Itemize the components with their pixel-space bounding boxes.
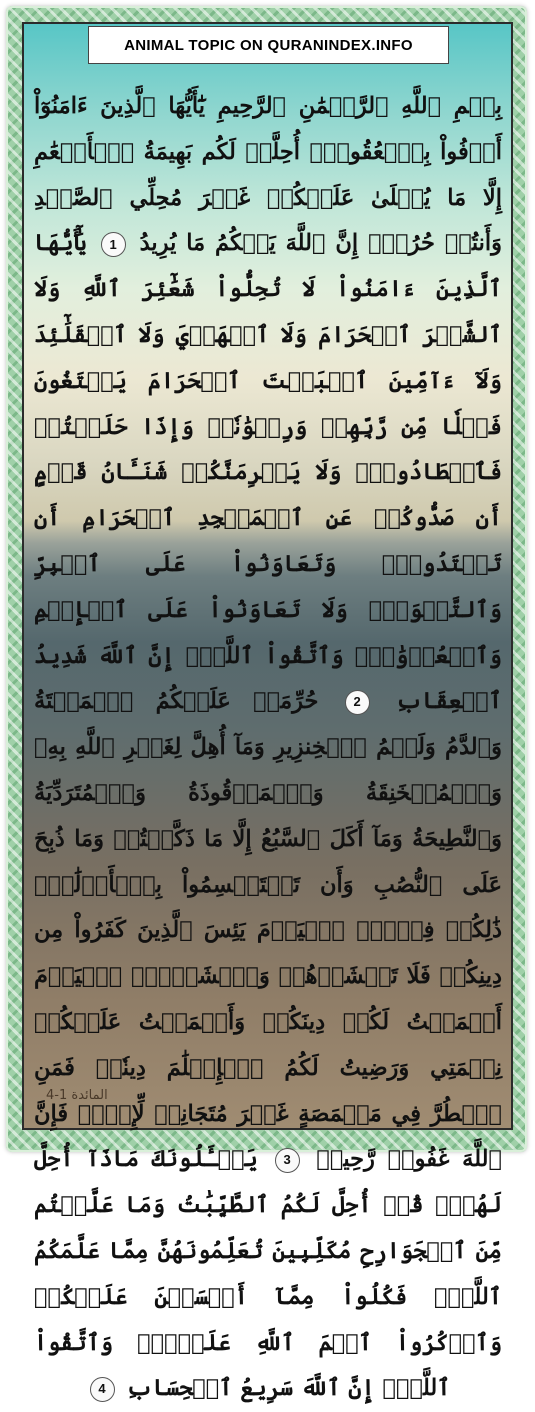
surah-reference: المائدة 1-4 [46,1088,108,1103]
page-title-text: ANIMAL TOPIC ON QURANINDEX.INFO [124,36,413,54]
page-title [88,26,449,64]
verse-text: يَٰٓأَيُّهَا ٱلَّذِينَ ءَامَنُواْ لَا تُحِلُّواْ شَعَٰٓئِرَ ٱللَّهِ وَلَا ٱلشَّهۡرَ ٱلۡحَرَامَ وَلَا ٱلۡهَدۡيَ وَلَا ٱلۡقَلَٰٓئِدَ وَلَآ ءَآمِّينَ ٱلۡبَيۡتَ ٱلۡحَرَامَ يَبۡتَغُونَ فَضۡلٗا مِّن رَّبِّهِمۡ وَرِضۡوَٰنٗاۚ وَإِذَا حَلَلۡتُمۡ فَٱصۡطَادُواْۚ وَلَا يَجۡرِمَنَّكُمۡ شَنَـَٔانُ قَوۡمٍ أَن صَدُّوكُمۡ عَنِ ٱلۡمَسۡجِدِ ٱلۡحَرَامِ أَن تَعۡتَدُواْۘ وَتَعَاوَنُواْ عَلَى ٱلۡبِرِّ وَٱلتَّقۡوَىٰۖ وَلَا تَعَاوَنُواْ عَلَى ٱلۡإِثۡمِ وَٱلۡعُدۡوَٰنِۚ وَٱتَّقُواْ ٱللَّهَۖ إِنَّ ٱللَّهَ شَدِيدُ ٱلۡعِقَابِ [34,230,502,715]
verse-number-marker: 1 [101,232,126,257]
verse-number-marker: 4 [90,1377,115,1402]
verse-text: بِسۡمِ ٱللَّهِ ٱلرَّحۡمَٰنِ ٱلرَّحِيمِ يَٰٓأَيُّهَا ٱلَّذِينَ ءَامَنُوٓاْ أَوۡفُواْ بِٱلۡعُقُودِۚ أُحِلَّتۡ لَكُم بَهِيمَةُ ٱلۡأَنۡعَٰمِ إِلَّا مَا يُتۡلَىٰ عَلَيۡكُمۡ غَيۡرَ مُحِلِّي ٱلصَّيۡدِ وَأَنتُمۡ حُرُمٌۗ إِنَّ ٱللَّهَ يَحۡكُمُ مَا يُرِيدُ [34,93,502,257]
verse-number-marker: 2 [345,690,370,715]
verse-text-block [34,84,502,1412]
verse-text: حُرِّمَتۡ عَلَيۡكُمُ ٱلۡمَيۡتَةُ وَٱلدَّمُ وَلَحۡمُ ٱلۡخِنزِيرِ وَمَآ أُهِلَّ لِغَيۡرِ ٱللَّهِ بِهِۦ وَٱلۡمُنۡخَنِقَةُ وَٱلۡمَوۡقُوذَةُ وَٱلۡمُتَرَدِّيَةُ وَٱلنَّطِيحَةُ وَمَآ أَكَلَ ٱلسَّبُعُ إِلَّا مَا ذَكَّيۡتُمۡ وَمَا ذُبِحَ عَلَى ٱلنُّصُبِ وَأَن تَسۡتَقۡسِمُواْ بِٱلۡأَزۡلَٰمِۚ ذَٰلِكُمۡ فِسۡقٌۗ ٱلۡيَوۡمَ يَئِسَ ٱلَّذِينَ كَفَرُواْ مِن دِينِكُمۡ فَلَا تَخۡشَوۡهُمۡ وَٱخۡشَوۡنِۚ ٱلۡيَوۡمَ أَكۡمَلۡتُ لَكُمۡ دِينَكُمۡ وَأَتۡمَمۡتُ عَلَيۡكُمۡ نِعۡمَتِي وَرَضِيتُ لَكُمُ ٱلۡإِسۡلَٰمَ دِينٗاۚ فَمَنِ ٱضۡطُرَّ فِي مَخۡمَصَةٍ غَيۡرَ مُتَجَانِفٖ لِّإِثۡمٖ فَإِنَّ ٱللَّهَ غَفُورٞ رَّحِيمٞ [34,688,502,1173]
verse-text: يَسۡـَٔلُونَكَ مَاذَآ أُحِلَّ لَهُمۡۖ قُلۡ أُحِلَّ لَكُمُ ٱلطَّيِّبَٰتُ وَمَا عَلَّمۡتُم مِّنَ ٱلۡجَوَارِحِ مُكَلِّبِينَ تُعَلِّمُونَهُنَّ مِمَّا عَلَّمَكُمُ ٱللَّهُۖ فَكُلُواْ مِمَّآ أَمۡسَكۡنَ عَلَيۡكُمۡ وَٱذۡكُرُواْ ٱسۡمَ ٱللَّهِ عَلَيۡهِۖ وَٱتَّقُواْ ٱللَّهَۚ إِنَّ ٱللَّهَ سَرِيعُ ٱلۡحِسَابِ [34,1146,502,1402]
verse-number-marker: 3 [275,1148,300,1173]
